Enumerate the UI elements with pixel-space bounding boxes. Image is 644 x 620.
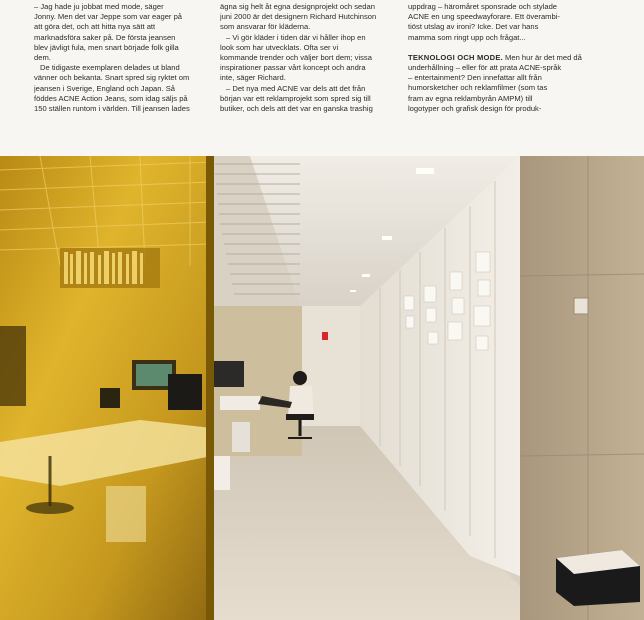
stone-wall xyxy=(520,156,644,620)
text-line: logotyper och grafisk design för produk- xyxy=(408,103,542,113)
text-line: juni 2000 är det designern Richard Hutchinson xyxy=(220,12,377,22)
subheading-line xyxy=(408,53,583,63)
amber-monitor-screen xyxy=(136,364,172,386)
text-line: jeansen i Sverige, England och Japan. Så xyxy=(34,83,176,93)
text-line: look som har utvecklats. Ofta ser vi xyxy=(220,42,339,52)
text-line: marknadsföra saker på. De första jeansen xyxy=(34,32,176,42)
text-line: blev jävligt fula, men snart började folk gilla xyxy=(34,42,179,52)
exit-sign xyxy=(322,332,328,340)
text-line: 150 ställen runtom i världen. Till jeansen lades xyxy=(34,104,190,114)
bookshelf xyxy=(60,248,160,288)
amber-bin xyxy=(106,486,146,542)
light-switch xyxy=(574,298,588,314)
text-line: mamma som ringt upp och frågat... xyxy=(408,32,526,42)
text-line: som ansvarar för kläderna. xyxy=(220,22,311,32)
desk xyxy=(220,396,260,410)
text-line: – entertainment? Den innefattar allt från xyxy=(408,73,542,83)
text-line: butiker, och dels att det var en ganska trashig xyxy=(220,104,373,114)
glass-frame xyxy=(206,156,214,620)
monitor xyxy=(214,361,244,387)
text-line: början var ett reklamprojekt som spred sig till xyxy=(220,93,371,103)
text-line: fram av egna reklambyrån AMPM) till xyxy=(408,93,533,103)
person-silhouette xyxy=(0,326,26,406)
subheading: TEKNOLOGI OCH MODE. xyxy=(408,52,503,62)
amber-speaker xyxy=(168,374,202,410)
text-line: att göra det, och att hitta nya sätt att xyxy=(34,22,156,32)
office-photo-illustration xyxy=(0,156,644,620)
cabinet xyxy=(212,456,230,490)
article-column-2 xyxy=(220,2,394,114)
text-line: uppdrag – häromåret sponsrade och stylade xyxy=(408,2,558,11)
article-text xyxy=(0,0,644,158)
text-line: Jonny. Men det var Jeppe som var eager på xyxy=(34,12,183,22)
text-line: underhållning – eller för att prata ACNE-språk xyxy=(408,63,562,73)
text-line: föddes ACNE Action Jeans, som idag säljs på xyxy=(34,93,188,103)
text-line: kommande trender och väljer bort dem; vissa xyxy=(220,53,372,63)
text-line: De tidigaste exemplaren delades ut bland xyxy=(40,63,180,73)
office-chair xyxy=(286,414,314,420)
article-column-3 xyxy=(408,2,583,114)
person-head xyxy=(293,371,307,385)
text-line: ägna sig helt åt egna designprojekt och sedan xyxy=(220,2,375,11)
text-line: ACNE en ung speedwayforare. Ett överambi- xyxy=(408,12,560,22)
text-line: humorsketcher och reklamfilmer (som tas xyxy=(408,83,548,93)
office-photo xyxy=(0,156,644,620)
text-line: tiöst utslag av ironi? Icke. Det var hans xyxy=(408,22,539,32)
text-line: inte, säger Richard. xyxy=(220,73,286,83)
text-line: – Jag hade ju jobbat med mode, säger xyxy=(34,2,164,11)
text-line: – Det nya med ACNE var dels att det från xyxy=(226,83,366,93)
text-line: – Vi gör kläder i tiden där vi håller ihop en xyxy=(226,32,366,42)
article-column-1 xyxy=(34,2,206,114)
text-line: vänner och bekanta. Snart spred sig ryktet om xyxy=(34,73,190,83)
text-line: dem. xyxy=(34,53,51,63)
text-line: inspirationer passar vårt koncept och andra xyxy=(220,63,366,73)
amber-chair-back xyxy=(100,388,120,408)
bin xyxy=(232,422,250,452)
subheading-continuation: Men hur är det med då xyxy=(502,52,582,62)
